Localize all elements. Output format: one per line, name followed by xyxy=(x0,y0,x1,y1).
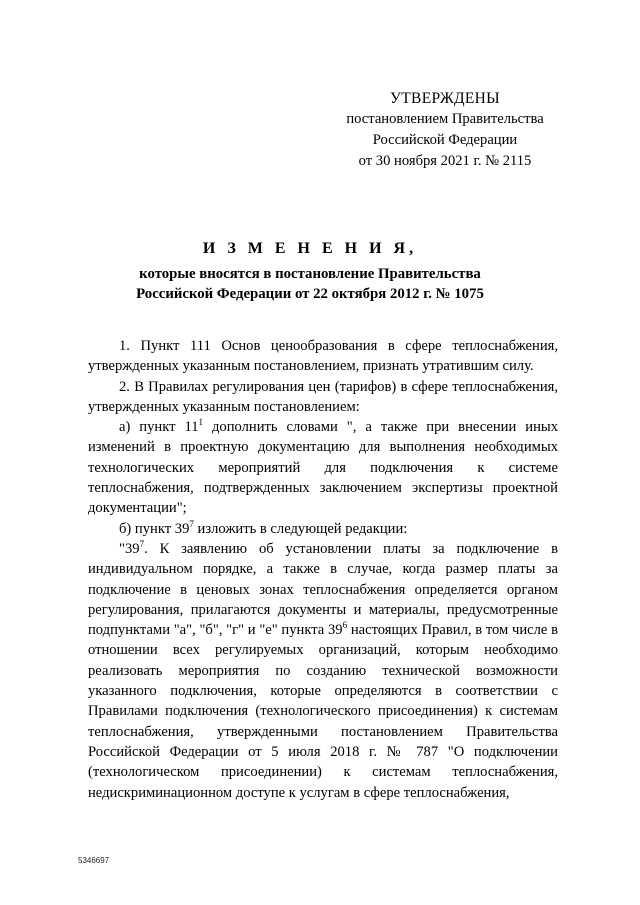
document-number: 5346697 xyxy=(78,856,110,865)
paragraph-5 xyxy=(88,539,558,803)
document-subtitle-line-1: которые вносятся в постановление Правительства xyxy=(139,266,481,282)
approval-stamp xyxy=(330,88,560,172)
approval-title: УТВЕРЖДЕНЫ xyxy=(390,90,500,107)
approval-line-3: от 30 ноября 2021 г. № 2115 xyxy=(358,153,532,169)
paragraph-4-rest: изложить в следующей редакции: xyxy=(193,520,408,537)
paragraph-5-start: "39 xyxy=(119,540,140,557)
superscript: 7 xyxy=(189,518,194,529)
superscript: 1 xyxy=(198,417,204,428)
paragraph-3 xyxy=(88,417,558,518)
document-heading xyxy=(100,238,520,304)
paragraph-1: 1. Пункт 111 Основ ценообразования в сфере теплоснабжения, утвержденных указанным постановлением, признать утратившим силу. xyxy=(88,338,558,375)
approval-line-2: Российской Федерации xyxy=(372,132,518,148)
approval-line-1: постановлением Правительства xyxy=(346,111,544,127)
paragraph-4-start: б) пункт 39 xyxy=(119,520,190,537)
paragraph-3-start: а) пункт 11 xyxy=(119,419,199,436)
superscript: 6 xyxy=(342,620,348,631)
paragraph-4 xyxy=(88,519,558,539)
document-subtitle-line-2: Российской Федерации от 22 октября 2012 г. № 1075 xyxy=(136,286,484,302)
paragraph-3-rest: дополнить словами ", а также при внесении иных изменений в проектную документацию для выполнения необходимых технологических мероприятий для подключения к системе теплоснабжения, подтвержденных заключением экспертизы проектной документации"; xyxy=(88,419,558,517)
paragraph-5-rest: настоящих Правил, в том числе в отношении всех регулируемых организаций, которым необходимо реализовать мероприятия по созданию технической возможности указанного подключения, которые определяются в соответствии с Правилами подключения (технологического присоединения) к системам теплоснабжения, утвержденными постановлением Правительства Российской Федерации от 5 июля 2018 г. № 787 "О подключении (технологическом присоединении) к системам теплоснабжения, недискриминационном доступе к услугам в сфере теплоснабжения, xyxy=(88,622,558,801)
document-title: И З М Е Н Е Н И Я, xyxy=(202,240,418,257)
paragraph-2: 2. В Правилах регулирования цен (тарифов) в сфере теплоснабжения, утвержденных указанным постановлением: xyxy=(88,378,558,415)
superscript: 7 xyxy=(139,539,145,550)
paragraph-5-middle: . К заявлению об установлении платы за подключение в индивидуальном порядке, а также в случае, когда размер платы за подключение в ценовых зонах теплоснабжения определяется органом регулирования, прилагаются документы и материалы, предусмотренные подпунктами "а", "б", "г" и "е" пункта 39 xyxy=(88,540,558,639)
document-body xyxy=(88,336,558,803)
